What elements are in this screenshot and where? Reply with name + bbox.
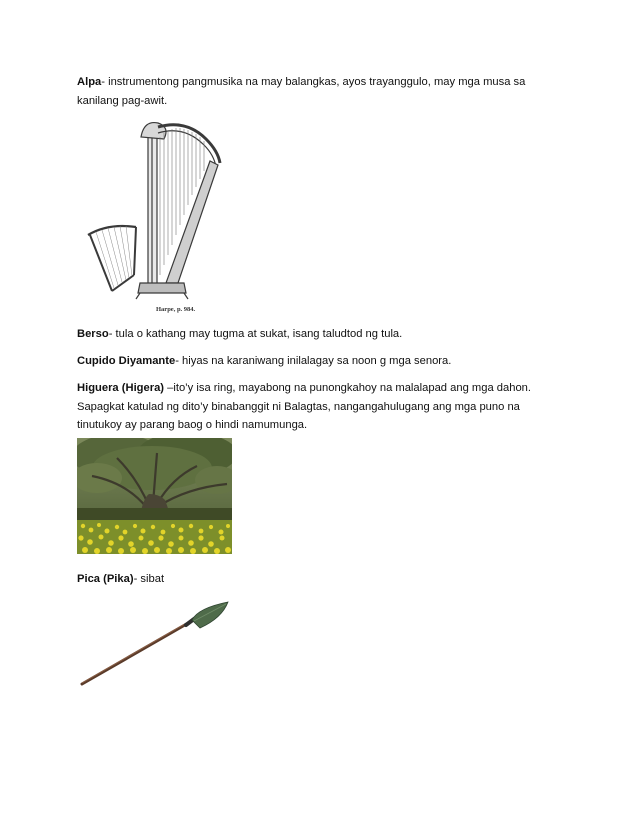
entry-cupido-term: Cupido Diyamante	[77, 355, 176, 367]
entry-berso-term: Berso	[77, 328, 109, 340]
fig-tree-photo-icon	[77, 438, 232, 554]
entry-berso	[77, 325, 567, 344]
spear-illustration-icon	[76, 598, 236, 688]
entry-pica-definition: - sibat	[133, 573, 165, 585]
entry-alpa	[77, 73, 567, 110]
entry-cupido-definition: - hiyas na karaniwang inilalagay sa noon g mga senora.	[175, 355, 452, 367]
entry-pica	[77, 570, 567, 589]
entry-pica-term: Pica (Pika)	[77, 573, 134, 585]
harp-caption: Harpe, p. 984.	[156, 306, 196, 313]
harp-illustration-icon	[78, 115, 228, 315]
entry-berso-definition: - tula o kathang may tugma at sukat, isang taludtod ng tula.	[108, 328, 403, 340]
entry-higuera	[77, 379, 567, 435]
entry-cupido	[77, 352, 567, 371]
entry-alpa-definition: - instrumentong pangmusika na may balangkas, ayos trayanggulo, may mga musa sa kanilang pag-awit.	[77, 76, 526, 107]
entry-alpa-term: Alpa	[77, 76, 102, 88]
entry-higuera-term: Higuera (Higera)	[77, 382, 165, 394]
entry-higuera-definition: –ito’y isa ring, mayabong na punongkahoy na malalapad ang mga dahon. Sapagkat katulad ng dito’y binabanggit ni Balagtas, nangangahulugang ang mga puno na tinutukoy ay parang baog o hindi namumunga.	[77, 382, 531, 431]
